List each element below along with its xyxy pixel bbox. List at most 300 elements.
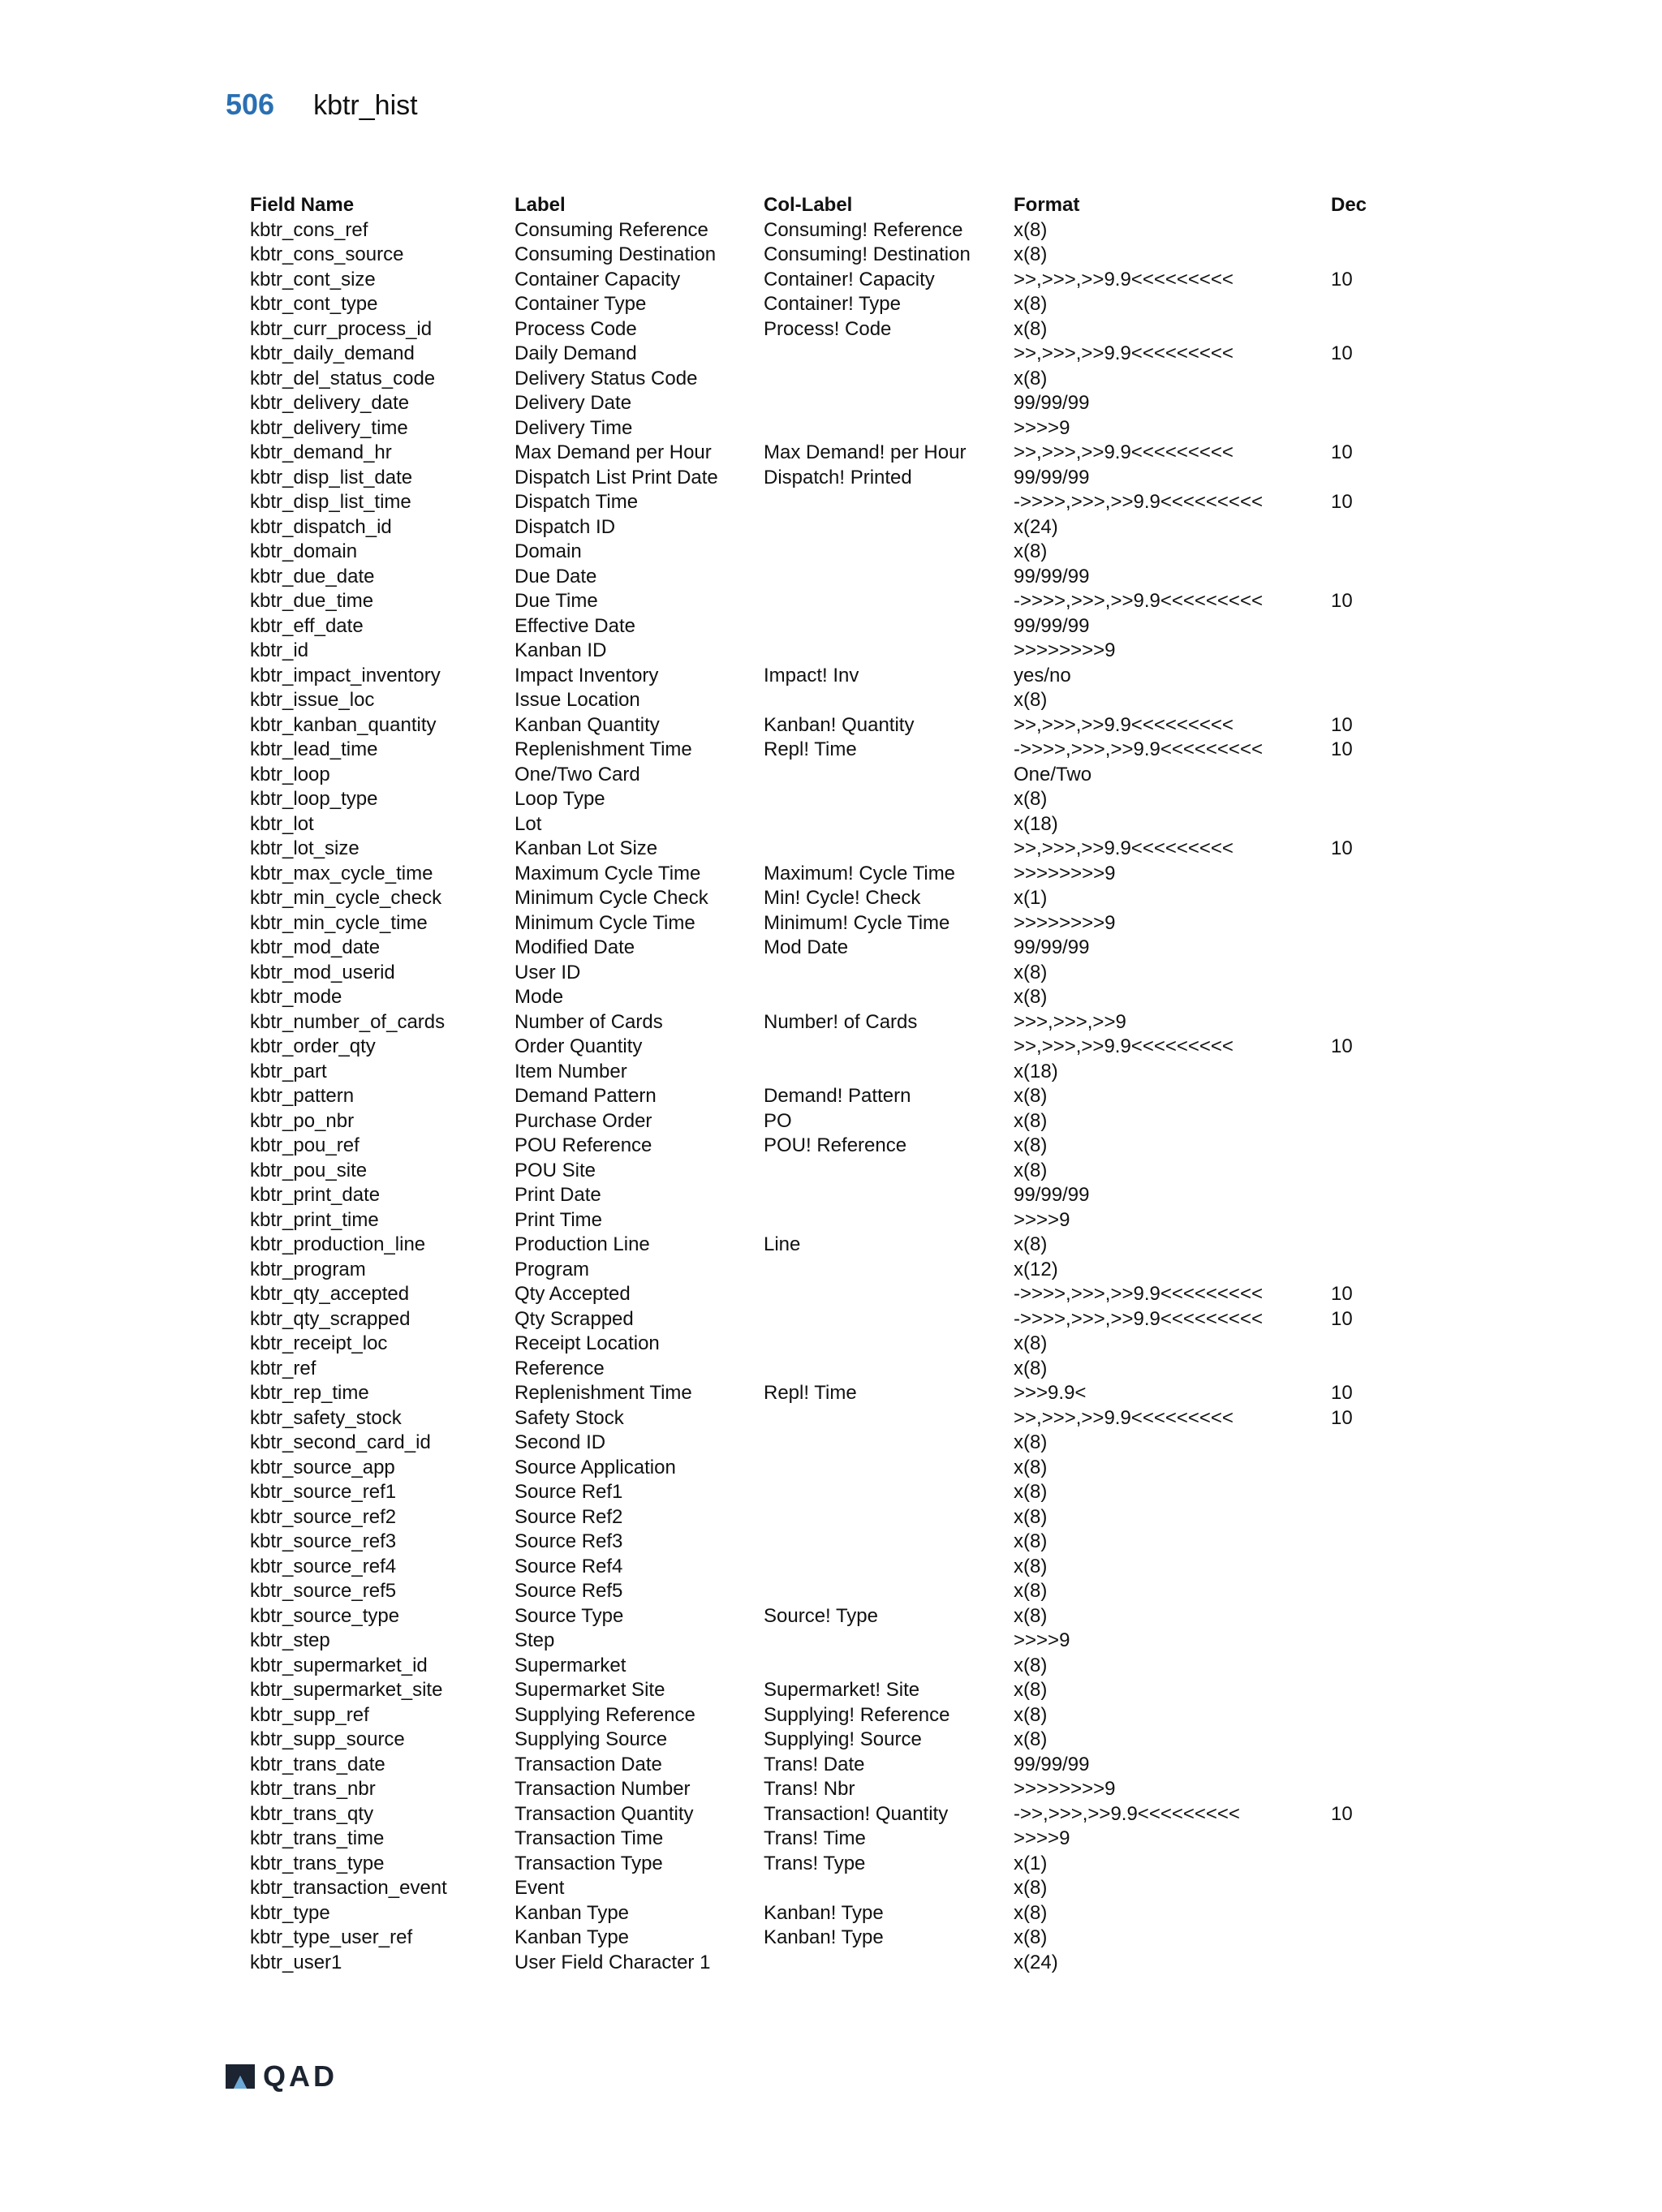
table-row [250, 787, 1396, 812]
field-name-cell: kbtr_curr_process_id [250, 317, 433, 340]
label-cell: Dispatch Time [515, 491, 639, 513]
dec-cell [1331, 1480, 1396, 1505]
dec-cell [1331, 1010, 1396, 1035]
table-row [250, 911, 1396, 936]
dec-cell [1331, 1629, 1396, 1654]
table-row [250, 985, 1396, 1010]
field-name-cell: kbtr_source_app [250, 1456, 395, 1478]
column-header-field-name: Field Name [250, 194, 355, 216]
label-cell: Container Type [515, 293, 647, 315]
dec-cell [1331, 1159, 1396, 1184]
col-label-cell: Supplying! Source [764, 1728, 922, 1750]
field-name-cell: kbtr_issue_loc [250, 689, 375, 711]
label-cell: Impact Inventory [515, 664, 659, 686]
field-name-cell: kbtr_receipt_loc [250, 1332, 388, 1354]
table-row [250, 1555, 1396, 1580]
table-header-row [250, 193, 1396, 218]
field-name-cell: kbtr_trans_time [250, 1827, 385, 1849]
col-label-cell [764, 1480, 1014, 1505]
label-cell: Replenishment Time [515, 1382, 692, 1404]
label-cell: Delivery Date [515, 392, 632, 414]
field-name-cell: kbtr_supp_ref [250, 1703, 369, 1726]
field-name-cell: kbtr_program [250, 1258, 366, 1280]
label-cell: Daily Demand [515, 342, 637, 364]
dec-cell [1331, 1134, 1396, 1159]
field-name-cell: kbtr_due_time [250, 590, 374, 612]
label-cell: Minimum Cycle Time [515, 911, 695, 934]
table-row [250, 1258, 1396, 1283]
format-cell: x(8) [1014, 1877, 1048, 1899]
dec-cell [1331, 1654, 1396, 1679]
dec-cell [1331, 515, 1396, 540]
dec-cell [1331, 1926, 1396, 1951]
table-row [250, 1406, 1396, 1431]
table-row [250, 1703, 1396, 1728]
dec-cell [1331, 1728, 1396, 1753]
dec-cell [1331, 1703, 1396, 1728]
dec-cell [1331, 1109, 1396, 1134]
dec-cell [1331, 391, 1396, 416]
field-name-cell: kbtr_type_user_ref [250, 1926, 413, 1948]
format-cell: x(18) [1014, 1060, 1058, 1082]
dec-cell [1331, 1060, 1396, 1085]
format-cell: >>,>>>,>>9.9<<<<<<<<< [1014, 1406, 1234, 1429]
field-name-cell: kbtr_source_ref5 [250, 1580, 397, 1602]
dec-cell [1331, 1258, 1396, 1283]
field-name-cell: kbtr_source_ref4 [250, 1555, 397, 1577]
dec-cell: 10 [1331, 491, 1353, 513]
table-row [250, 1505, 1396, 1530]
field-table [250, 193, 1396, 1975]
field-name-cell: kbtr_number_of_cards [250, 1010, 446, 1033]
table-row [250, 515, 1396, 540]
field-name-cell: kbtr_max_cycle_time [250, 862, 433, 884]
field-name-cell: kbtr_order_qty [250, 1035, 376, 1057]
format-cell: x(8) [1014, 1703, 1048, 1726]
field-name-cell: kbtr_cons_source [250, 243, 404, 265]
col-label-cell: Mod Date [764, 936, 849, 958]
format-cell: x(8) [1014, 1679, 1048, 1701]
dec-cell [1331, 466, 1396, 491]
column-header-dec: Dec [1331, 194, 1367, 216]
label-cell: Kanban Type [515, 1901, 630, 1924]
format-cell: x(8) [1014, 243, 1048, 265]
format-cell: x(8) [1014, 1505, 1048, 1528]
format-cell: yes/no [1014, 664, 1071, 686]
label-cell: POU Reference [515, 1134, 652, 1156]
table-row [250, 268, 1396, 293]
format-cell: x(8) [1014, 986, 1048, 1008]
field-name-cell: kbtr_due_date [250, 565, 375, 587]
col-label-cell [764, 639, 1014, 664]
col-label-cell [764, 1951, 1014, 1976]
field-name-cell: kbtr_del_status_code [250, 367, 436, 389]
field-name-cell: kbtr_lot_size [250, 837, 360, 859]
label-cell: Transaction Date [515, 1753, 662, 1775]
label-cell: Second ID [515, 1431, 606, 1453]
format-cell: >>>>9 [1014, 1208, 1070, 1231]
table-row [250, 441, 1396, 466]
col-label-cell: Trans! Date [764, 1753, 865, 1775]
label-cell: Source Ref3 [515, 1530, 623, 1552]
col-label-cell: Impact! Inv [764, 664, 859, 686]
label-cell: Supermarket Site [515, 1679, 665, 1701]
format-cell: 99/99/99 [1014, 565, 1090, 587]
dec-cell: 10 [1331, 590, 1353, 612]
col-label-cell [764, 1258, 1014, 1283]
label-cell: Dispatch List Print Date [515, 466, 718, 488]
label-cell: Source Ref1 [515, 1481, 623, 1503]
col-label-cell [764, 490, 1014, 515]
format-cell: >>>>9 [1014, 416, 1070, 439]
format-cell: x(8) [1014, 1431, 1048, 1453]
table-row [250, 1480, 1396, 1505]
label-cell: Number of Cards [515, 1010, 663, 1033]
dec-cell [1331, 688, 1396, 713]
col-label-cell: Kanban! Type [764, 1901, 884, 1924]
format-cell: >>>>>>>>9 [1014, 911, 1116, 934]
field-name-cell: kbtr_second_card_id [250, 1431, 431, 1453]
col-label-cell: Number! of Cards [764, 1010, 918, 1033]
format-cell: x(12) [1014, 1258, 1058, 1280]
col-label-cell: Repl! Time [764, 1382, 857, 1404]
format-cell: x(8) [1014, 1233, 1048, 1255]
col-label-cell [764, 614, 1014, 639]
table-row [250, 1579, 1396, 1604]
format-cell: ->>>>,>>>,>>9.9<<<<<<<<< [1014, 738, 1263, 760]
col-label-cell: Maximum! Cycle Time [764, 862, 956, 884]
dec-cell: 10 [1331, 1035, 1353, 1057]
table-row [250, 292, 1396, 317]
dec-cell: 10 [1331, 1406, 1353, 1429]
dec-cell: 10 [1331, 1283, 1353, 1305]
label-cell: Maximum Cycle Time [515, 862, 701, 884]
label-cell: Event [515, 1877, 565, 1899]
label-cell: Source Ref2 [515, 1505, 623, 1528]
dec-cell: 10 [1331, 441, 1353, 463]
field-name-cell: kbtr_trans_nbr [250, 1778, 376, 1800]
col-label-cell: Line [764, 1233, 801, 1255]
col-label-cell: Dispatch! Printed [764, 466, 912, 488]
col-label-cell: Minimum! Cycle Time [764, 911, 950, 934]
col-label-cell: Consuming! Destination [764, 243, 971, 265]
format-cell: >>>>>>>>9 [1014, 639, 1116, 661]
col-label-cell [764, 589, 1014, 614]
col-label-cell: Repl! Time [764, 738, 857, 760]
format-cell: ->>>>,>>>,>>9.9<<<<<<<<< [1014, 491, 1263, 513]
label-cell: Kanban ID [515, 639, 607, 661]
dec-cell [1331, 664, 1396, 689]
format-cell: >>>>9 [1014, 1629, 1070, 1651]
table-row [250, 1134, 1396, 1159]
format-cell: >>>9.9< [1014, 1382, 1087, 1404]
table-row [250, 367, 1396, 392]
col-label-cell [764, 1629, 1014, 1654]
col-label-cell [764, 416, 1014, 441]
dec-cell [1331, 416, 1396, 441]
dec-cell: 10 [1331, 713, 1353, 736]
table-row [250, 1654, 1396, 1679]
dec-cell [1331, 1530, 1396, 1555]
col-label-cell [764, 1282, 1014, 1307]
col-label-cell: Demand! Pattern [764, 1085, 911, 1107]
format-cell: x(8) [1014, 788, 1048, 810]
table-row [250, 837, 1396, 862]
format-cell: >>,>>>,>>9.9<<<<<<<<< [1014, 713, 1234, 736]
format-cell: x(8) [1014, 1555, 1048, 1577]
format-cell: x(8) [1014, 367, 1048, 389]
col-label-cell [764, 1555, 1014, 1580]
table-row [250, 1951, 1396, 1976]
label-cell: Transaction Number [515, 1778, 691, 1800]
field-name-cell: kbtr_mod_date [250, 936, 381, 958]
label-cell: Source Ref5 [515, 1580, 623, 1602]
column-header-col-label: Col-Label [764, 194, 853, 216]
field-name-cell: kbtr_supermarket_site [250, 1679, 443, 1701]
table-row [250, 589, 1396, 614]
col-label-cell [764, 763, 1014, 788]
field-name-cell: kbtr_source_ref3 [250, 1530, 397, 1552]
field-name-cell: kbtr_min_cycle_time [250, 911, 428, 934]
col-label-cell [764, 985, 1014, 1010]
table-row [250, 1060, 1396, 1085]
label-cell: Supermarket [515, 1654, 626, 1676]
field-name-cell: kbtr_trans_qty [250, 1802, 374, 1825]
label-cell: Qty Scrapped [515, 1307, 634, 1330]
format-cell: x(8) [1014, 1109, 1048, 1132]
col-label-cell [764, 1208, 1014, 1233]
dec-cell: 10 [1331, 268, 1353, 290]
label-cell: Kanban Lot Size [515, 837, 658, 859]
format-cell: ->>>>,>>>,>>9.9<<<<<<<<< [1014, 1283, 1263, 1305]
field-name-cell: kbtr_print_time [250, 1208, 379, 1231]
label-cell: Effective Date [515, 614, 635, 637]
dec-cell [1331, 961, 1396, 986]
table-row [250, 688, 1396, 713]
table-row [250, 565, 1396, 590]
format-cell: x(24) [1014, 515, 1058, 538]
label-cell: Dispatch ID [515, 515, 616, 538]
table-row [250, 540, 1396, 565]
dec-cell [1331, 985, 1396, 1010]
table-row [250, 317, 1396, 342]
col-label-cell [764, 1406, 1014, 1431]
label-cell: Demand Pattern [515, 1085, 657, 1107]
format-cell: >>>,>>>,>>9 [1014, 1010, 1126, 1033]
dec-cell [1331, 862, 1396, 887]
field-name-cell: kbtr_step [250, 1629, 330, 1651]
label-cell: Transaction Type [515, 1852, 663, 1874]
dec-cell [1331, 1555, 1396, 1580]
col-label-cell: Trans! Nbr [764, 1778, 855, 1800]
dec-cell [1331, 1233, 1396, 1258]
col-label-cell [764, 787, 1014, 812]
field-name-cell: kbtr_loop_type [250, 788, 378, 810]
format-cell: x(8) [1014, 1357, 1048, 1379]
col-label-cell: Kanban! Quantity [764, 713, 915, 736]
format-cell: >>,>>>,>>9.9<<<<<<<<< [1014, 441, 1234, 463]
table-row [250, 1357, 1396, 1382]
label-cell: User ID [515, 961, 581, 983]
table-row [250, 1802, 1396, 1827]
col-label-cell [764, 1654, 1014, 1679]
dec-cell [1331, 1901, 1396, 1926]
format-cell: ->>,>>>,>>9.9<<<<<<<<< [1014, 1802, 1240, 1825]
qad-logo-icon [224, 2063, 256, 2090]
table-row [250, 1282, 1396, 1307]
table-row [250, 862, 1396, 887]
field-name-cell: kbtr_dispatch_id [250, 515, 392, 538]
dec-cell: 10 [1331, 738, 1353, 760]
field-name-cell: kbtr_qty_scrapped [250, 1307, 411, 1330]
col-label-cell [764, 1183, 1014, 1208]
col-label-cell [764, 812, 1014, 837]
field-name-cell: kbtr_mode [250, 986, 342, 1008]
dec-cell [1331, 812, 1396, 837]
col-label-cell [764, 565, 1014, 590]
field-name-cell: kbtr_po_nbr [250, 1109, 355, 1132]
table-row [250, 1084, 1396, 1109]
label-cell: Loop Type [515, 788, 605, 810]
col-label-cell [764, 1332, 1014, 1357]
dec-cell: 10 [1331, 1307, 1353, 1330]
label-cell: Item Number [515, 1060, 627, 1082]
field-name-cell: kbtr_rep_time [250, 1382, 369, 1404]
label-cell: Due Time [515, 590, 598, 612]
label-cell: Modified Date [515, 936, 635, 958]
col-label-cell [764, 515, 1014, 540]
col-label-cell: Kanban! Type [764, 1926, 884, 1948]
table-body [250, 218, 1396, 1976]
format-cell: x(8) [1014, 689, 1048, 711]
format-cell: x(8) [1014, 1085, 1048, 1107]
table-row [250, 664, 1396, 689]
dec-cell: 10 [1331, 342, 1353, 364]
format-cell: 99/99/99 [1014, 392, 1090, 414]
format-cell: x(8) [1014, 1481, 1048, 1503]
qad-logo [224, 2059, 338, 2094]
format-cell: >>,>>>,>>9.9<<<<<<<<< [1014, 837, 1234, 859]
table-row [250, 1159, 1396, 1184]
format-cell: x(8) [1014, 1654, 1048, 1676]
label-cell: Lot [515, 812, 542, 835]
label-cell: Order Quantity [515, 1035, 643, 1057]
dec-cell [1331, 911, 1396, 936]
col-label-cell [764, 1456, 1014, 1481]
dec-cell [1331, 936, 1396, 961]
dec-cell [1331, 1753, 1396, 1778]
col-label-cell [764, 1431, 1014, 1456]
label-cell: Source Ref4 [515, 1555, 623, 1577]
col-label-cell: Supermarket! Site [764, 1679, 920, 1701]
format-cell: x(8) [1014, 1530, 1048, 1552]
col-label-cell [764, 1505, 1014, 1530]
label-cell: Transaction Quantity [515, 1802, 694, 1825]
dec-cell: 10 [1331, 1382, 1353, 1404]
format-cell: x(18) [1014, 812, 1058, 835]
format-cell: ->>>>,>>>,>>9.9<<<<<<<<< [1014, 590, 1263, 612]
dec-cell [1331, 1332, 1396, 1357]
field-name-cell: kbtr_impact_inventory [250, 664, 441, 686]
table-row [250, 763, 1396, 788]
page-title: kbtr_hist [313, 90, 418, 121]
label-cell: Kanban Type [515, 1926, 630, 1948]
table-row [250, 1901, 1396, 1926]
field-name-cell: kbtr_min_cycle_check [250, 887, 442, 909]
table-row [250, 1777, 1396, 1802]
label-cell: Minimum Cycle Check [515, 887, 708, 909]
dec-cell [1331, 1678, 1396, 1703]
table-row [250, 1307, 1396, 1332]
field-name-cell: kbtr_cons_ref [250, 218, 368, 241]
dec-cell [1331, 565, 1396, 590]
field-name-cell: kbtr_disp_list_date [250, 466, 413, 488]
dec-cell [1331, 1431, 1396, 1456]
table-row [250, 713, 1396, 738]
label-cell: Process Code [515, 317, 637, 340]
table-row [250, 416, 1396, 441]
col-label-cell [764, 1060, 1014, 1085]
dec-cell [1331, 292, 1396, 317]
column-header-format: Format [1014, 194, 1080, 216]
col-label-cell: Source! Type [764, 1604, 878, 1627]
table-row [250, 1678, 1396, 1703]
format-cell: 99/99/99 [1014, 466, 1090, 488]
table-row [250, 1827, 1396, 1852]
col-label-cell: Max Demand! per Hour [764, 441, 967, 463]
format-cell: x(8) [1014, 218, 1048, 241]
dec-cell [1331, 1951, 1396, 1976]
label-cell: Source Application [515, 1456, 676, 1478]
dec-cell [1331, 1456, 1396, 1481]
dec-cell [1331, 243, 1396, 268]
col-label-cell [764, 1876, 1014, 1901]
format-cell: x(1) [1014, 887, 1048, 909]
field-name-cell: kbtr_mod_userid [250, 961, 395, 983]
col-label-cell: Transaction! Quantity [764, 1802, 949, 1825]
format-cell: >>>>9 [1014, 1827, 1070, 1849]
field-name-cell: kbtr_lead_time [250, 738, 378, 760]
format-cell: x(8) [1014, 1134, 1048, 1156]
table-row [250, 1753, 1396, 1778]
col-label-cell [764, 961, 1014, 986]
field-name-cell: kbtr_eff_date [250, 614, 364, 637]
format-cell: ->>>>,>>>,>>9.9<<<<<<<<< [1014, 1307, 1263, 1330]
dec-cell [1331, 1852, 1396, 1877]
label-cell: User Field Character 1 [515, 1951, 711, 1973]
format-cell: x(8) [1014, 1728, 1048, 1750]
page-header [226, 88, 418, 136]
table-row [250, 1530, 1396, 1555]
qad-logo-text: QAD [263, 2059, 338, 2093]
table-row [250, 961, 1396, 986]
col-label-cell [764, 342, 1014, 367]
format-cell: x(8) [1014, 293, 1048, 315]
label-cell: Source Type [515, 1604, 624, 1627]
label-cell: Print Time [515, 1208, 603, 1231]
field-name-cell: kbtr_kanban_quantity [250, 713, 437, 736]
col-label-cell [764, 1579, 1014, 1604]
label-cell: Qty Accepted [515, 1283, 631, 1305]
label-cell: Supplying Reference [515, 1703, 695, 1726]
dec-cell: 10 [1331, 837, 1353, 859]
col-label-cell [764, 837, 1014, 862]
label-cell: Delivery Time [515, 416, 633, 439]
label-cell: Kanban Quantity [515, 713, 660, 736]
table-row [250, 1183, 1396, 1208]
table-row [250, 1456, 1396, 1481]
table-row [250, 1332, 1396, 1357]
